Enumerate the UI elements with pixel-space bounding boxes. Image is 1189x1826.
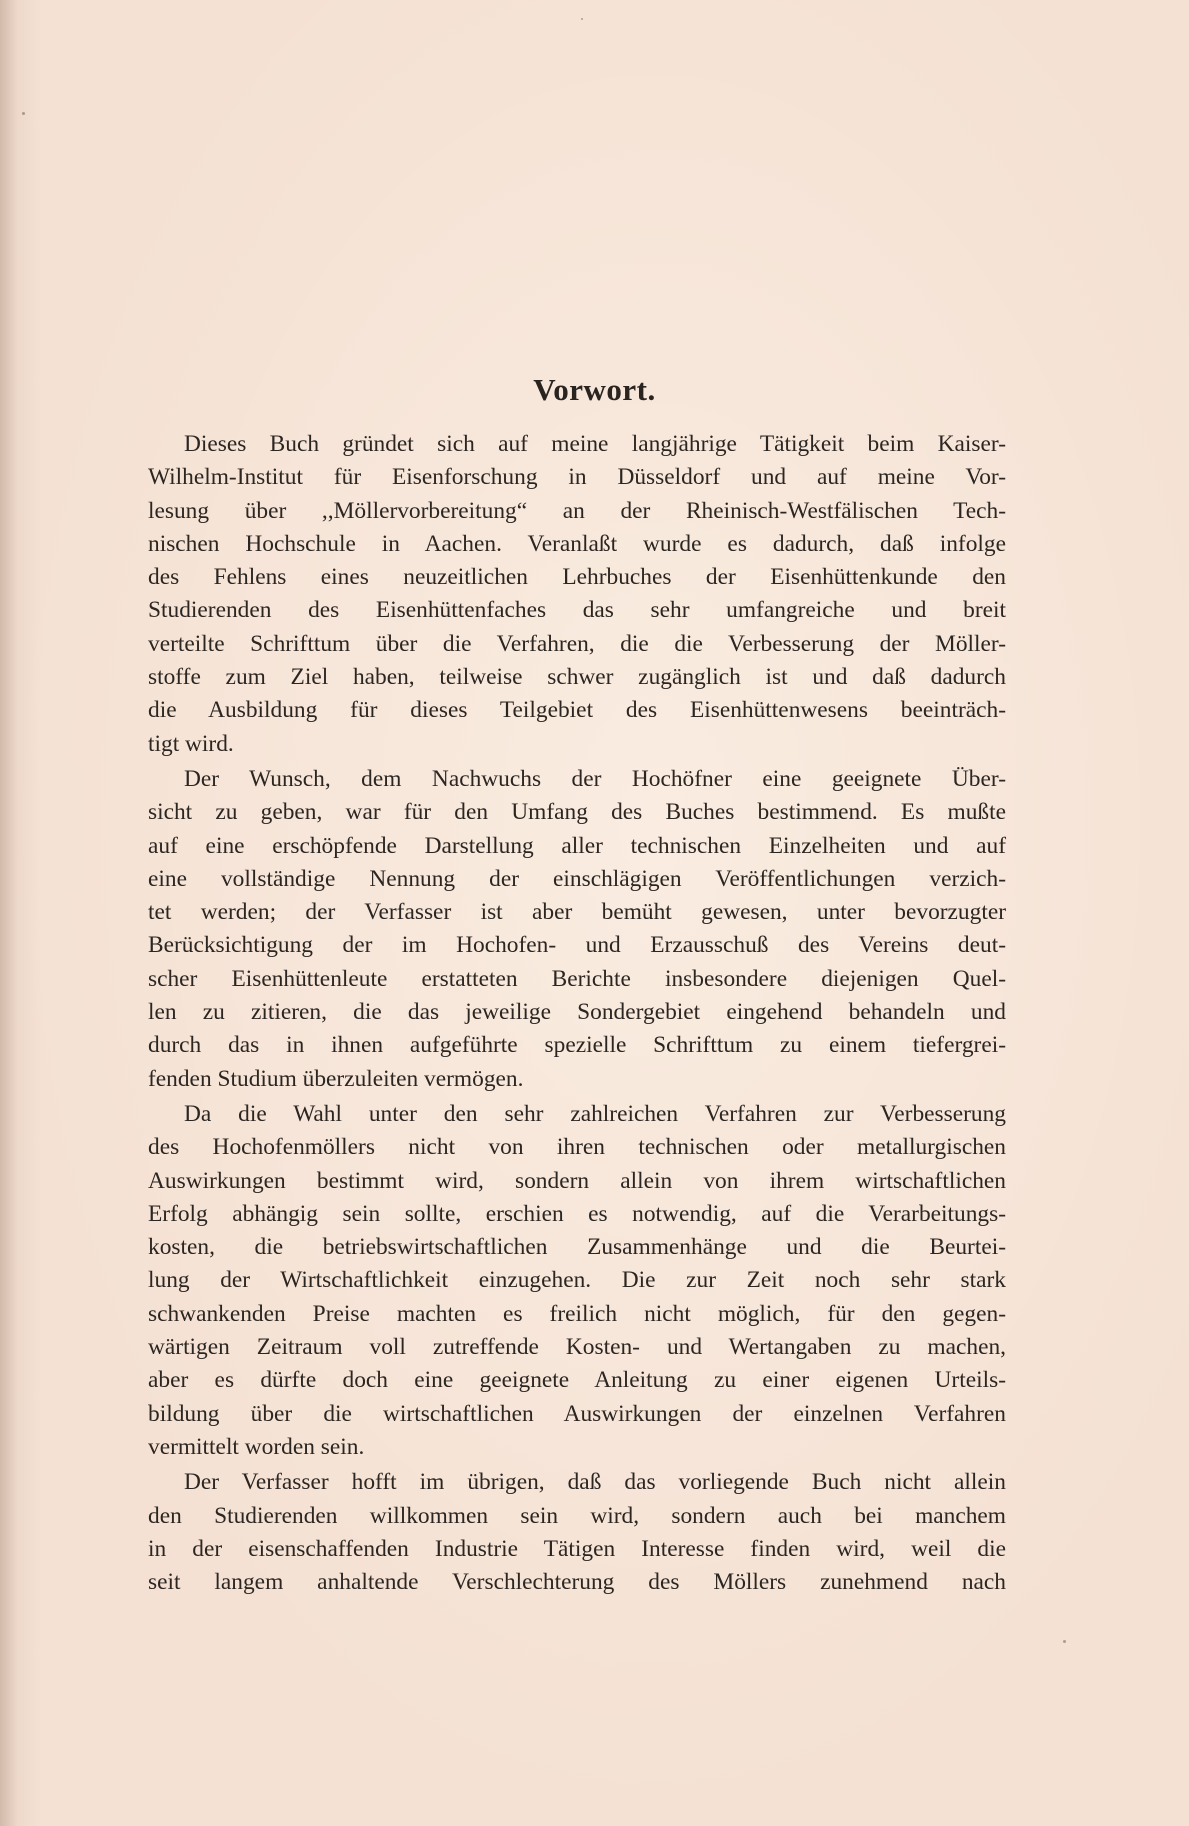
text-line: Studierenden des Eisenhüttenfaches das sehr umfangreiche und breit xyxy=(148,597,1006,624)
body-text xyxy=(148,428,1006,1601)
text-line: verteilte Schrifttum über die Verfahren, die die Verbesserung der Möller- xyxy=(148,630,1006,657)
text-line: len zu zitieren, die das jeweilige Sondergebiet eingehend behandeln und xyxy=(148,999,1006,1026)
text-line: des Hochofenmöllers nicht von ihren technischen oder metallurgischen xyxy=(148,1134,1006,1161)
text-line: fenden Studium überzuleiten vermögen. xyxy=(148,1065,524,1092)
text-line: Erfolg abhängig sein sollte, erschien es notwendig, auf die Verarbeitungs- xyxy=(148,1200,1006,1227)
text-line: wärtigen Zeitraum voll zutreffende Kosten- und Wertangaben zu machen, xyxy=(148,1334,1006,1361)
paragraph xyxy=(148,428,1006,761)
text-line: Dieses Buch gründet sich auf meine langjährige Tätigkeit beim Kaiser- xyxy=(184,431,1006,457)
text-line: stoffe zum Ziel haben, teilweise schwer zugänglich ist und daß dadurch xyxy=(148,664,1006,691)
text-line: tet werden; der Verfasser ist aber bemüht gewesen, unter bevorzugter xyxy=(148,899,1006,926)
paper-speck xyxy=(22,112,25,115)
text-line: vermittelt worden sein. xyxy=(148,1433,365,1460)
paper-speck xyxy=(581,18,583,20)
text-line: nischen Hochschule in Aachen. Veranlaßt wurde es dadurch, daß infolge xyxy=(148,530,1006,557)
text-line: scher Eisenhüttenleute erstatteten Berichte insbesondere diejenigen Quel- xyxy=(148,965,1006,992)
text-line: sicht zu geben, war für den Umfang des Buches bestimmend. Es mußte xyxy=(148,799,1006,826)
text-line: den Studierenden willkommen sein wird, sondern auch bei manchem xyxy=(148,1502,1006,1529)
binding-shadow xyxy=(0,0,18,1826)
text-line: Wilhelm-Institut für Eisenforschung in Düsseldorf und auf meine Vor- xyxy=(148,464,1006,491)
text-line: des Fehlens eines neuzeitlichen Lehrbuches der Eisenhüttenkunde den xyxy=(148,564,1006,591)
text-line: lung der Wirtschaftlichkeit einzugehen. Die zur Zeit noch sehr stark xyxy=(148,1267,1006,1294)
text-line: aber es dürfte doch eine geeignete Anleitung zu einer eigenen Urteils- xyxy=(148,1367,1006,1394)
page-title: Vorwort. xyxy=(533,372,656,407)
text-line: schwankenden Preise machten es freilich nicht möglich, für den gegen- xyxy=(148,1300,1006,1327)
paper-speck xyxy=(1063,1640,1066,1643)
text-line: tigt wird. xyxy=(148,730,234,757)
text-line: lesung über ,,Möllervorbereitung“ an der Rheinisch-Westfälischen Tech- xyxy=(148,497,1006,524)
text-line: Berücksichtigung der im Hochofen- und Erzausschuß des Vereins deut- xyxy=(148,932,1006,959)
text-line: durch das in ihnen aufgeführte spezielle Schrifttum zu einem tiefergrei- xyxy=(148,1032,1006,1059)
paragraph xyxy=(148,763,1006,1096)
text-line: eine vollständige Nennung der einschlägigen Veröffentlichungen verzich- xyxy=(148,865,1006,892)
text-line: kosten, die betriebswirtschaftlichen Zusammenhänge und die Beurtei- xyxy=(148,1234,1006,1261)
text-line: die Ausbildung für dieses Teilgebiet des Eisenhüttenwesens beeinträch- xyxy=(148,697,1006,724)
text-line: Auswirkungen bestimmt wird, sondern allein von ihrem wirtschaftlichen xyxy=(148,1167,1006,1194)
text-line: auf eine erschöpfende Darstellung aller technischen Einzelheiten und auf xyxy=(148,832,1006,859)
paragraph xyxy=(148,1466,1006,1599)
text-line: Der Wunsch, dem Nachwuchs der Hochöfner eine geeignete Über- xyxy=(184,765,1006,792)
paragraph xyxy=(148,1098,1006,1464)
text-line: in der eisenschaffenden Industrie Tätigen Interesse finden wird, weil die xyxy=(148,1535,1006,1562)
text-line: Der Verfasser hofft im übrigen, daß das vorliegende Buch nicht allein xyxy=(184,1469,1006,1496)
text-line: Da die Wahl unter den sehr zahlreichen Verfahren zur Verbesserung xyxy=(184,1100,1006,1127)
text-line: bildung über die wirtschaftlichen Auswirkungen der einzelnen Verfahren xyxy=(148,1400,1006,1427)
text-line: seit langem anhaltende Verschlechterung des Möllers zunehmend nach xyxy=(148,1569,1006,1596)
